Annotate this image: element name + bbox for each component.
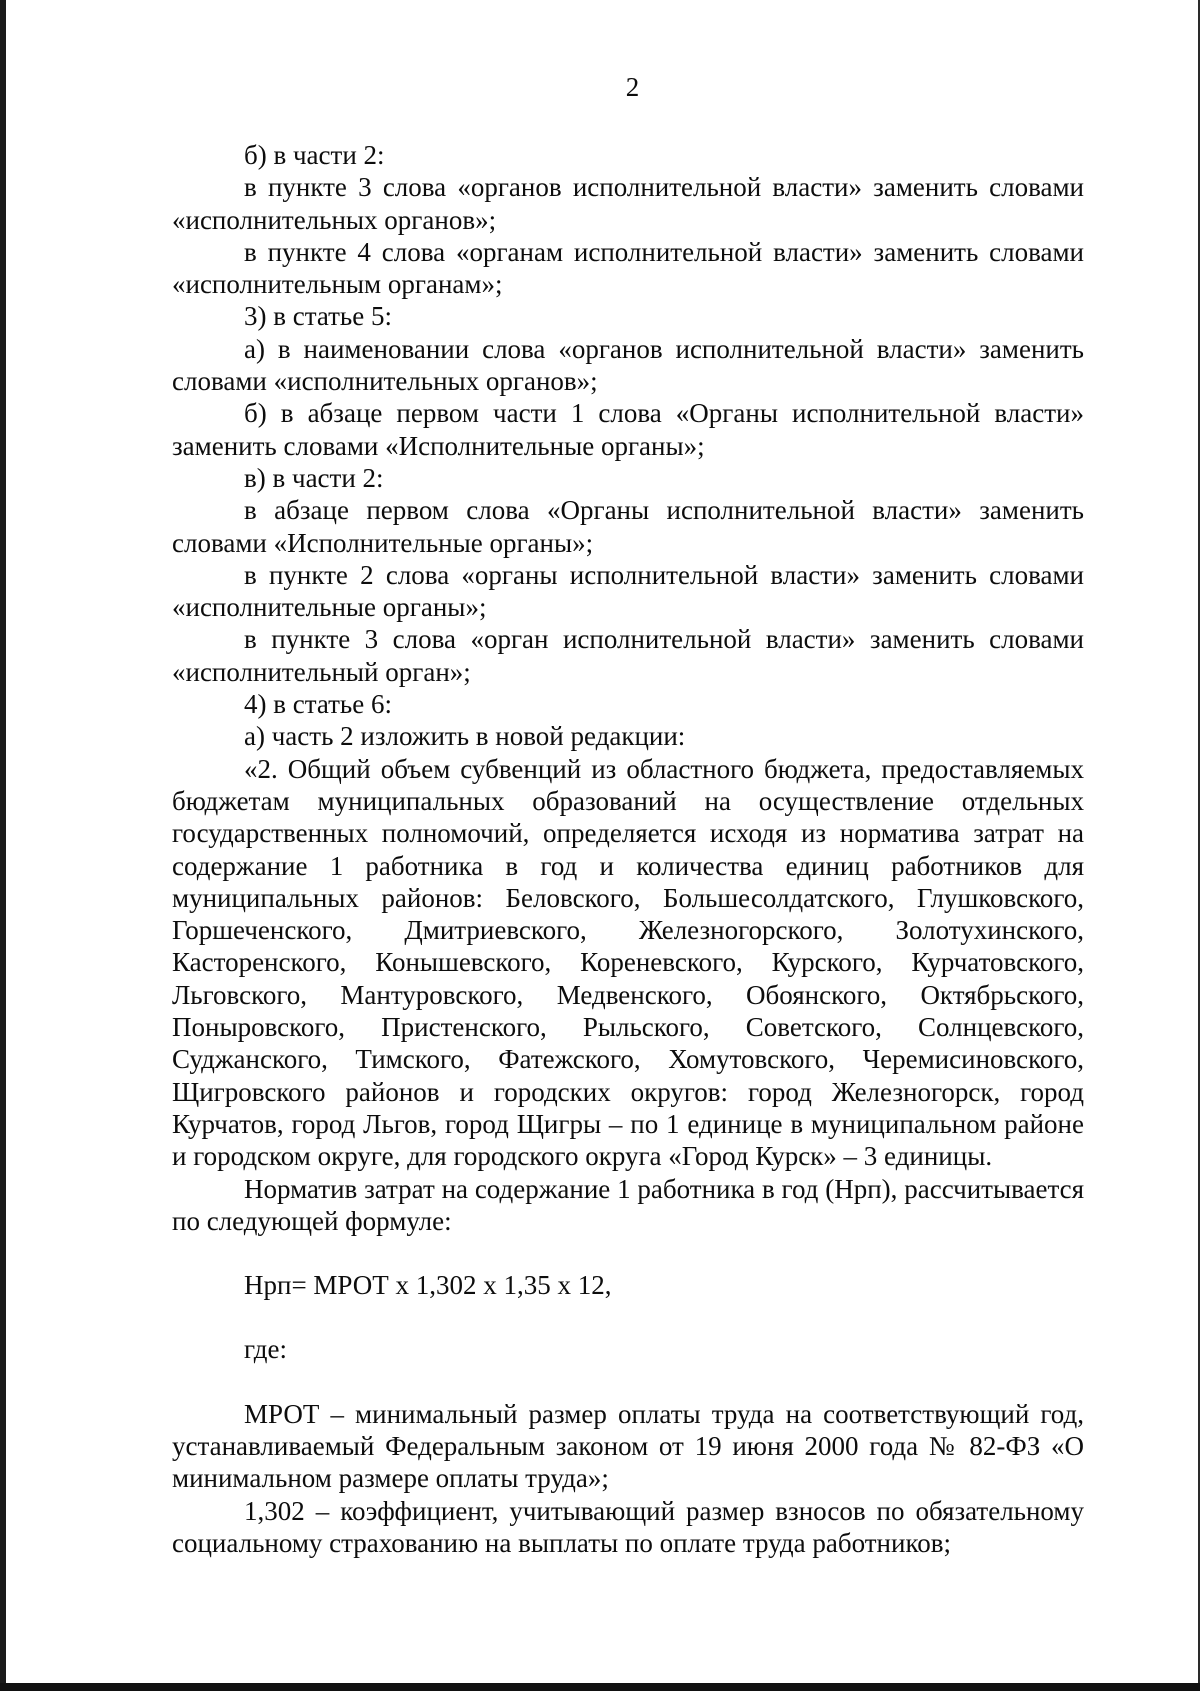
paragraph: в пункте 4 слова «органам исполнительной власти» заменить словами «исполнительным органам»; — [172, 236, 1084, 300]
document-body — [172, 139, 1084, 1559]
paragraph: б) в части 2: — [244, 140, 385, 170]
paragraph: 3) в статье 5: — [244, 301, 392, 332]
scan-edge-bottom — [0, 1683, 1200, 1691]
paragraph: 4) в статье 6: — [244, 689, 392, 720]
definition-coefficient: 1,302 – коэффициент, учитывающий размер взносов по обязательному социальному страхованию на выплаты по оплате труда работников; — [172, 1495, 1084, 1558]
paragraph: в пункте 2 слова «органы исполнительной власти» заменить словами «исполнительные органы»; — [172, 559, 1084, 623]
formula: Нрп= МРОТ х 1,302 х 1,35 х 12, — [244, 1270, 612, 1301]
paragraph: в абзаце первом слова «Органы исполнительной власти» заменить словами «Исполнительные органы»; — [172, 495, 1084, 558]
paragraph: в) в части 2: — [244, 462, 384, 493]
paragraph: а) в наименовании слова «органов исполнительной власти» заменить словами «исполнительных органов»; — [172, 333, 1084, 397]
paragraph: а) часть 2 изложить в новой редакции: — [244, 721, 686, 752]
paragraph: в пункте 3 слова «органов исполнительной власти» заменить словами «исполнительных органов»; — [172, 172, 1084, 235]
definition-mrot: МРОТ – минимальный размер оплаты труда на соответствующий год, устанавливаемый Федеральным законом от 19 июня 2000 года № 82-ФЗ «О минимальном размере оплаты труда»; — [172, 1398, 1084, 1494]
paragraph: Норматив затрат на содержание 1 работника в год (Нрп), рассчитывается по следующей формуле: — [172, 1173, 1084, 1236]
scan-edge-left — [0, 0, 6, 1691]
paragraph-new-edition: «2. Общий объем субвенций из областного бюджета, предоставляемых бюджетам муниципальных образований на осуществление отдельных государственных полномочий, определяется исходя из норматива затрат на содержание 1 работника в год и количества единиц работников для муниципальных районов: Беловского, Большесолдатского, Глушковского, Горшеченского, Дмитриевского, Железногорского, Золотухинского, Касторенского, Конышевского, Кореневского, Курского, Курчатовского, Льговского, Мантуровского, Медвенского, Обоянского, Октябрьского, Поныровского, Пристенского, Рыльского, Советского, Солнцевского, Суджанского, Тимского, Фатежского, Хомутовского, Черемисиновского, Щигровского районов и городских округов: город Железногорск, город Курчатов, город Льгов, город Щигры – по 1 единице в муниципальном районе и городском округе, для городского округа «Город Курск» – 3 единицы. — [172, 753, 1084, 1172]
paragraph: в пункте 3 слова «орган исполнительной власти» заменить словами «исполнительный орган»; — [172, 624, 1084, 687]
paragraph: б) в абзаце первом части 1 слова «Органы исполнительной власти» заменить словами «Исполнительные органы»; — [172, 398, 1084, 461]
page-number: 2 — [625, 72, 640, 102]
where-label: где: — [244, 1334, 287, 1365]
